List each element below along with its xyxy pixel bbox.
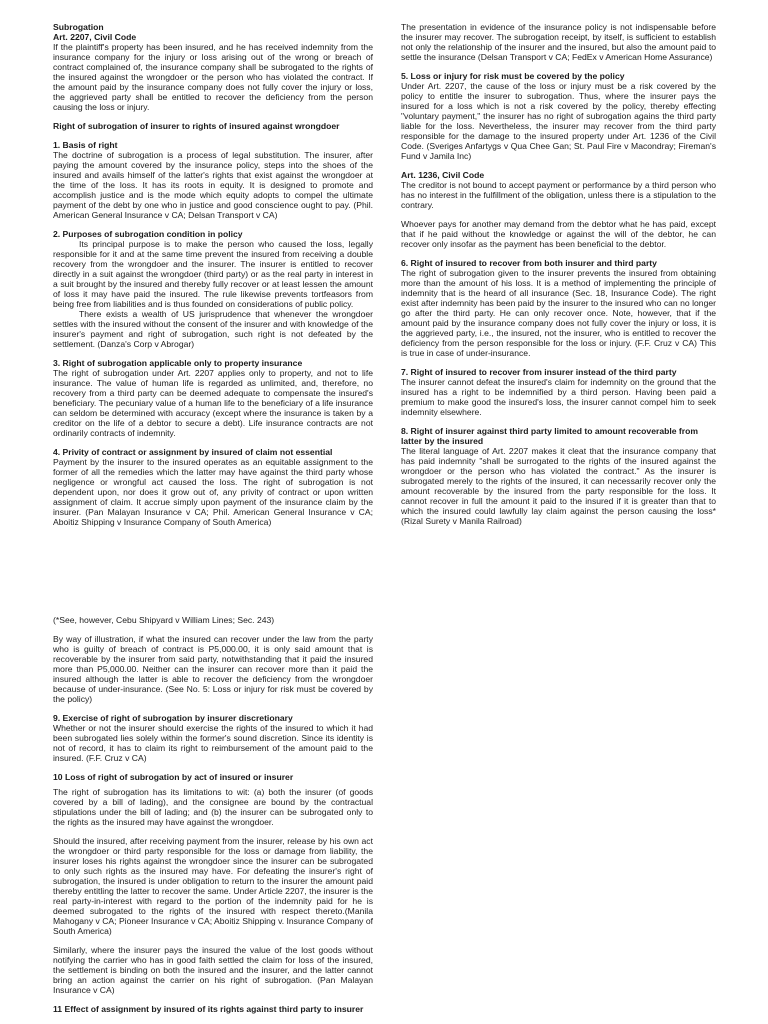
illustration-text: By way of illustration, if what the insured can recover under the law from the party who is guilty of breach of contract is P5,000.00, it is only said amount that is recoverable by the insurer from said party, notwithstanding that it paid the insured more than P5,000.00. Neither can the insurer can recover more than it paid the insured although the latter is able to recover the deficiency from the wrongdoer because of under-insurance. (See No. 5: Loss or injury for risk must be covered by the policy) <box>53 634 373 704</box>
left-column <box>53 22 373 527</box>
section-7-heading: 7. Right of insured to recover from insurer instead of the third party <box>401 367 677 377</box>
section-1-heading: 1. Basis of right <box>53 140 118 150</box>
article-1236-text: The creditor is not bound to accept payment or performance by a third person who has no interest in the fulfillment of the obligation, unless there is a stipulation to the contrary. <box>401 180 716 210</box>
section-8-text: The literal language of Art. 2207 makes it cleat that the insurance company that has paid indemnity "shall be surrogated to the rights of the insured against the wrongdoer or the person who has violated the contract." As the insurer is subrogated merely to the rights of the insured, it can necessarily recover only the amount recoverable by the insured from the party responsible for the loss. It cannot recover in full the amount it paid to the insured if it is greater than that to which the insured could lawfully lay claim against the person causing the loss* (Rizal Surety v Manila Railroad) <box>401 446 716 526</box>
section-1-text: The doctrine of subrogation is a process of legal substitution. The insurer, after paying the amount covered by the insurance policy, steps into the shoes of the insured and avails himself of the latter's rights that exist against the wrongdoer at the time of the loss. It has its roots in equity. It is designed to promote and accomplish justice and is the mode which equity adopts to compel the ultimate payment of the debt by one who in justice and good conscience ought to pay. (Phil. American General Insurance v CA; Delsan Transport v CA) <box>53 150 373 220</box>
bottom-left-column <box>53 615 373 1014</box>
section-3-heading: 3. Right of subrogation applicable only to property insurance <box>53 358 303 368</box>
section-2-paragraph-2: There exists a wealth of US jurisprudence that whenever the wrongdoer settles with the insured without the consent of the insurer and with knowledge of the insurer's payment and right of subrogation, such right is not defeated by the settlement. (Danza's Corp v Abrogar) <box>53 309 373 349</box>
section-5-heading: 5. Loss or injury for risk must be covered by the policy <box>401 71 625 81</box>
section-11-heading: 11 Effect of assignment by insured of its rights against third party to insurer <box>53 1004 364 1014</box>
article-2207-text: If the plaintiff's property has been insured, and he has received indemnity from the insurance company for the injury or loss arising out of the wrong or breach of contract complained of, the insurance company shall be subrogated to the rights of the insured against the wrongdoer or the person who has violated the contract. If the amount paid by the insurance company does not fully cover the injury or loss, the aggrieved party shall be entitled to recover the deficiency from the person causing the loss or injury. <box>53 42 373 112</box>
section-4-heading: 4. Privity of contract or assignment by insured of claim not essential <box>53 447 333 457</box>
should-the-insured-text: Should the insured, after receiving payment from the insurer, release by his own act the wrongdoer or third party responsible for the loss or damage from liability, the insurer loses his rights against the wrongdoer since the insurer can be subrogated to only such rights as the insured may have. For defeating the insurer's right of subrogation, the insured is under obligation to return to the insurer the amount paid thereby entitling the latter to recover the same. Under Article 2207, the insurer is the real party-in-interest with regard to the portion of the indemnity paid for he is deemed subrogated to the rights of the insured with respect thereto.(Manila Mahogany v CA; Pioneer Insurance v CA; Aboitiz Shipping v. Insurance Company of South America) <box>53 836 373 936</box>
section-6-heading: 6. Right of insured to recover from both insurer and third party <box>401 258 657 268</box>
section-5-text: Under Art. 2207, the cause of the loss or injury must be a risk covered by the policy to entitle the insurer to subrogation. Thus, where the insurer pays the insured for a loss which is not a risk covered by the policy, thereby effecting "voluntary payment," the insurer has no right of subrogation agains the third party liable for the loss. Nevertheless, the insurer may recover from the third party responsible for the damage to the insured property under Art. 1236 of the Civil Code. (Sveriges Anfartygs v Qua Chee Gan; St. Paul Fire v Macondray; Fireman's Fund v Jamila Inc) <box>401 81 716 161</box>
see-however-note: (*See, however, Cebu Shipyard v William Lines; Sec. 243) <box>53 615 275 625</box>
right-of-subrogation-heading: Right of subrogation of insurer to rights of insured against wrongdoer <box>53 121 340 131</box>
section-10-heading: 10 Loss of right of subrogation by act of insured or insurer <box>53 772 294 782</box>
doc-title: Subrogation <box>53 22 104 32</box>
article-2207-heading: Art. 2207, Civil Code <box>53 32 137 42</box>
similarly-text: Similarly, where the insurer pays the insured the value of the lost goods without notifying the carrier who has in good faith settled the claim for loss of the insured, the settlement is binding on both the insured and the insurer, and the latter cannot bring an action against the carrier on his right of subrogation. (Pan Malayan Insurance v CA) <box>53 945 373 995</box>
section-10-text: The right of subrogation has its limitations to wit: (a) both the insurer (of goods covered by a bill of lading), and the consignee are bound by the contractual stipulations under the bill of lading; and (b) the insurer can be subrogated only to the rights as the insured may have against the wrongdoer. <box>53 787 373 827</box>
right-column <box>401 22 716 526</box>
whoever-pays-text: Whoever pays for another may demand from the debtor what he has paid, except that if he paid without the knowledge or against the will of the debtor, he can recover only insofar as the payment has been beneficial to the debtor. <box>401 219 716 249</box>
section-6-text: The right of subrogation given to the insurer prevents the insured from obtaining more than the amount of his loss. It is a method of implementing the principle of indemnity that is the heard of all insurance (Sec. 18, Insurance Code). The right exist after indemnity has been paid by the insurer to the insured who can no longer go after the third party. He can only recover once. Note, however, that if the amount paid by the insurance company does not fully cover the injury or loss, it is the aggrieved party, i.e., the insured, not the insurer, who is entitled to recover the deficiency from the person responsible for the loss or injury. (F.F. Cruz v CA) This is true in case of under-insurance. <box>401 268 716 358</box>
section-9-heading: 9. Exercise of right of subrogation by insurer discretionary <box>53 713 293 723</box>
section-2-heading: 2. Purposes of subrogation condition in policy <box>53 229 243 239</box>
section-7-text: The insurer cannot defeat the insured's claim for indemnity on the ground that the insured has a right to be indemnified by a third person. Having been paid a premium to make good the insured's loss, the insurer cannot compel him to seek indemnity elsewhere. <box>401 377 716 417</box>
policy-evidence-text: The presentation in evidence of the insurance policy is not indispensable before the insurer may recover. The subrogation receipt, by itself, is sufficient to establish not only the relationship of the insurer and the insured, but also the amount paid to settle the insurance (Delsan Transport v CA; FedEx v American Home Assurance) <box>401 22 716 62</box>
section-2-paragraph-1: Its principal purpose is to make the person who caused the loss, legally responsible for it and at the same time prevent the insured from receiving a double recovery from the wrongdoer and the insurer. The insurer is entitled to recover directly in a suit against the wrongdoer (third party) or as the real party in interest in a suit brought by the insured and thereby fully recover or at least lessen the amount of loss it may have paid the insured. The rule likewise prevents tortfeasors from being free from liabilities and is thus founded on considerations of public policy. <box>53 239 373 309</box>
section-9-text: Whether or not the insurer should exercise the rights of the insured to which it had been subrogated lies solely within the former's sound discretion. Since its identity is not of record, it has to claim its right to reimbursement of the amount paid to the insured. (F.F. Cruz v CA) <box>53 723 373 763</box>
section-3-text: The right of subrogation under Art. 2207 applies only to property, and not to life insurance. The value of human life is regarded as unlimited, and, therefore, no recovery from a third party can be deemed adequate to compensate the insured's beneficiary. The pecuniary value of a human life to the beneficiary of a life insurance can seldom be determined with accuracy (except where the insurance is taken by a creditor on the life of a debtor to secure a debt). Life insurance contracts are not ordinarily contracts of indemnity. <box>53 368 373 438</box>
article-1236-heading: Art. 1236, Civil Code <box>401 170 485 180</box>
section-4-text: Payment by the insurer to the insured operates as an equitable assignment to the former of all the remedies which the latter may have against the third party whose negligence or wrongful act caused the loss. The right of subrogation is not dependent upon, nor does it grow out of, any privity of contract or upon written assignment of claim. It accrue simply upon payment of the insurance claim by the insurer. (Pan Malayan Insurance v CA; Phil. American General Insurance v CA; Aboitiz Shipping v Insurance Company of South America) <box>53 457 373 527</box>
section-8-heading: 8. Right of insurer against third party limited to amount recoverable from latter by the insured <box>401 426 699 446</box>
